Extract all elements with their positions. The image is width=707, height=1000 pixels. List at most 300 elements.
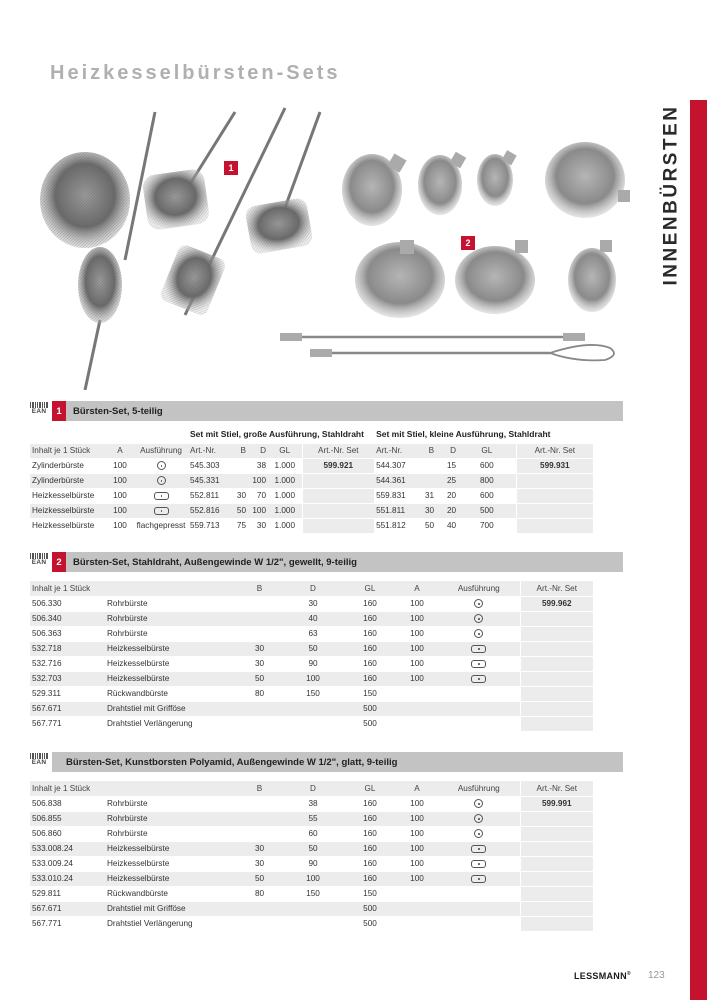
cell-gl: 150 [344, 886, 396, 901]
cell-name: Rohrbürste [105, 611, 237, 626]
cell-gl-left: 1.000 [268, 473, 302, 488]
section-2-table [30, 581, 593, 732]
cell-b-right: 31 [420, 488, 436, 503]
cell-art: 533.008.24 [30, 841, 105, 856]
cell-b [237, 596, 282, 611]
cell-art: 506.363 [30, 626, 105, 641]
cell-d: 50 [282, 641, 344, 656]
set-cell [516, 503, 593, 518]
cell-gl: 160 [344, 826, 396, 841]
cell-a: 100 [396, 841, 438, 856]
cell-gl-right: 700 [458, 518, 516, 533]
column-header-row [30, 443, 593, 458]
cell-name: Zylinderbürste [30, 458, 106, 473]
table-row [30, 488, 593, 503]
set-cell [516, 518, 593, 533]
cell-art-right: 551.812 [374, 518, 420, 533]
round-profile-icon [157, 476, 166, 485]
set-number: 599.962 [520, 596, 593, 611]
col-d-left: D [248, 443, 268, 458]
cell-gl: 500 [344, 901, 396, 916]
cell-name: Heizkesselbürste [30, 488, 106, 503]
ean-label: EAN [31, 559, 47, 566]
cell-d-left: 70 [248, 488, 268, 503]
cell-art-left: 545.331 [188, 473, 234, 488]
table-row [30, 886, 593, 901]
set-cell [520, 901, 593, 916]
cell-a: 100 [396, 671, 438, 686]
cell-gl: 160 [344, 671, 396, 686]
cell-b-left [234, 458, 248, 473]
section-1-title: Bürsten-Set, 5-teilig [73, 405, 163, 417]
cell-art-left: 552.816 [188, 503, 234, 518]
cell-name: Heizkesselbürste [105, 656, 237, 671]
set-cell [520, 686, 593, 701]
ausfuehrung-cell [438, 811, 520, 826]
col-set-left: Art.-Nr. Set [302, 443, 374, 458]
ausfuehrung-cell [134, 488, 188, 503]
cell-art-left: 552.811 [188, 488, 234, 503]
cell-a: 100 [396, 611, 438, 626]
set-number: 599.991 [520, 796, 593, 811]
cell-gl: 160 [344, 596, 396, 611]
cell-a: 100 [106, 458, 134, 473]
col-a: A [396, 581, 438, 596]
col-artnr-right: Art.-Nr. [374, 443, 420, 458]
cell-art-right: 544.361 [374, 473, 420, 488]
cell-art: 567.771 [30, 916, 105, 931]
round-profile-icon [157, 461, 166, 470]
set-cell [302, 473, 374, 488]
set-cell [520, 671, 593, 686]
photo-badge-1: 1 [224, 161, 238, 175]
cell-b [237, 826, 282, 841]
cell-b [237, 716, 282, 731]
cell-name: Rückwandbürste [105, 686, 237, 701]
cell-b [237, 626, 282, 641]
cell-gl: 500 [344, 701, 396, 716]
cell-name: Drahtstiel mit Grifföse [105, 701, 237, 716]
cell-gl: 160 [344, 811, 396, 826]
cell-gl-right: 600 [458, 488, 516, 503]
col-gl: GL [344, 781, 396, 796]
cell-art: 532.716 [30, 656, 105, 671]
cell-a: 100 [396, 796, 438, 811]
cell-art: 532.703 [30, 671, 105, 686]
col-set-right: Art.-Nr. Set [516, 443, 593, 458]
ean-label: EAN [31, 408, 47, 415]
col-ausfuehrung: Ausführung [438, 581, 520, 596]
section-2-number: 2 [52, 552, 66, 572]
cell-art: 506.340 [30, 611, 105, 626]
cell-a: 100 [396, 811, 438, 826]
col-set: Art.-Nr. Set [520, 781, 593, 796]
cell-a [396, 886, 438, 901]
cell-gl: 160 [344, 841, 396, 856]
cell-gl-left: 1.000 [268, 518, 302, 533]
rect-profile-icon [471, 675, 486, 683]
ausfuehrung-cell [438, 841, 520, 856]
ean-label: EAN [31, 759, 47, 766]
cell-b-right [420, 458, 436, 473]
cell-d-right: 25 [436, 473, 458, 488]
cell-b [237, 796, 282, 811]
set-cell [520, 886, 593, 901]
cell-art: 567.671 [30, 901, 105, 916]
cell-name: Rückwandbürste [105, 886, 237, 901]
ausfuehrung-cell [438, 596, 520, 611]
table-row [30, 871, 593, 886]
cell-a: 100 [396, 626, 438, 641]
cell-art: 506.855 [30, 811, 105, 826]
cell-d: 60 [282, 826, 344, 841]
ausfuehrung-cell [438, 886, 520, 901]
cell-d [282, 901, 344, 916]
set-cell [302, 518, 374, 533]
section-3-title: Bürsten-Set, Kunstborsten Polyamid, Außengewinde W 1/2", glatt, 9-teilig [66, 756, 398, 768]
cell-name: Rohrbürste [105, 811, 237, 826]
ausfuehrung-cell [438, 671, 520, 686]
set-cell [516, 473, 593, 488]
set-cell [520, 626, 593, 641]
cell-art-right: 551.811 [374, 503, 420, 518]
cell-name: Drahtstiel Verlängerung [105, 916, 237, 931]
ausfuehrung-cell [438, 701, 520, 716]
cell-b: 50 [237, 871, 282, 886]
round-profile-icon [474, 614, 483, 623]
cell-art: 567.771 [30, 716, 105, 731]
cell-gl: 150 [344, 686, 396, 701]
cell-art: 529.811 [30, 886, 105, 901]
cell-d: 38 [282, 796, 344, 811]
brand-logo [574, 971, 631, 981]
cell-name: Heizkesselbürste [105, 841, 237, 856]
section-2-title: Bürsten-Set, Stahldraht, Außengewinde W 1/2", gewellt, 9-teilig [73, 556, 357, 568]
table-row [30, 811, 593, 826]
group-right-title: Set mit Stiel, kleine Ausführung, Stahldraht [374, 426, 593, 443]
set-cell [520, 641, 593, 656]
cell-b: 80 [237, 886, 282, 901]
cell-gl-right: 500 [458, 503, 516, 518]
cell-name: Rohrbürste [105, 626, 237, 641]
cell-d: 150 [282, 886, 344, 901]
cell-a [396, 686, 438, 701]
set-cell [516, 488, 593, 503]
col-gl: GL [344, 581, 396, 596]
col-a: A [396, 781, 438, 796]
rect-profile-icon [471, 660, 486, 668]
table-row [30, 626, 593, 641]
table-row [30, 686, 593, 701]
cell-art: 533.010.24 [30, 871, 105, 886]
section-3-table [30, 781, 593, 932]
set-cell [302, 503, 374, 518]
ean-icon [30, 402, 48, 418]
page-number: 123 [648, 970, 665, 981]
set-cell [520, 701, 593, 716]
ausfuehrung-cell [438, 641, 520, 656]
cell-a: 100 [396, 871, 438, 886]
rect-profile-icon [471, 875, 486, 883]
cell-art-left: 545.303 [188, 458, 234, 473]
ausfuehrung-cell [438, 916, 520, 931]
ausfuehrung-cell [438, 826, 520, 841]
cell-a: 100 [396, 641, 438, 656]
cell-b-right: 30 [420, 503, 436, 518]
photo-badge-2: 2 [461, 236, 475, 250]
side-label [654, 100, 688, 290]
col-inhalt: Inhalt je 1 Stück [30, 443, 106, 458]
col-a: A [106, 443, 134, 458]
cell-b-right: 50 [420, 518, 436, 533]
cell-a: 100 [106, 488, 134, 503]
col-d: D [282, 781, 344, 796]
cell-d: 40 [282, 611, 344, 626]
col-gl-left: GL [268, 443, 302, 458]
cell-d-left: 100 [248, 473, 268, 488]
cell-b [237, 611, 282, 626]
cell-gl-right: 800 [458, 473, 516, 488]
ausfuehrung-cell [438, 686, 520, 701]
cell-art: 506.860 [30, 826, 105, 841]
section-1-number: 1 [52, 401, 66, 421]
cell-art: 567.671 [30, 701, 105, 716]
cell-name: Zylinderbürste [30, 473, 106, 488]
col-gl-right: GL [458, 443, 516, 458]
column-header-row [30, 781, 593, 796]
cell-name: Drahtstiel Verlängerung [105, 716, 237, 731]
rect-profile-icon [471, 645, 486, 653]
col-artnr-left: Art.-Nr. [188, 443, 234, 458]
table-row [30, 916, 593, 931]
cell-d-right: 20 [436, 503, 458, 518]
ausfuehrung-cell [438, 656, 520, 671]
cell-d: 63 [282, 626, 344, 641]
ausfuehrung-cell [438, 626, 520, 641]
round-profile-icon [474, 629, 483, 638]
cell-d [282, 916, 344, 931]
cell-a: 100 [396, 826, 438, 841]
cell-a [396, 716, 438, 731]
cell-b [237, 811, 282, 826]
col-b: B [237, 581, 282, 596]
cell-a: 100 [106, 503, 134, 518]
cell-d-left: 100 [248, 503, 268, 518]
section-2-header [52, 552, 623, 572]
column-header-row [30, 581, 593, 596]
table-row [30, 656, 593, 671]
col-inhalt: Inhalt je 1 Stück [30, 781, 237, 796]
cell-gl: 160 [344, 856, 396, 871]
cell-b [237, 701, 282, 716]
table-row [30, 611, 593, 626]
cell-name: Heizkesselbürste [30, 503, 106, 518]
table-row [30, 641, 593, 656]
round-profile-icon [474, 829, 483, 838]
col-ausfuehrung: Ausführung [438, 781, 520, 796]
cell-gl-right: 600 [458, 458, 516, 473]
cell-art: 533.009.24 [30, 856, 105, 871]
cell-b: 80 [237, 686, 282, 701]
col-b-left: B [234, 443, 248, 458]
cell-a [396, 916, 438, 931]
col-set: Art.-Nr. Set [520, 581, 593, 596]
ean-icon [30, 753, 48, 769]
product-photo [30, 90, 630, 390]
group-left-title: Set mit Stiel, große Ausführung, Stahldraht [188, 426, 374, 443]
cell-d-right: 15 [436, 458, 458, 473]
set-cell [520, 841, 593, 856]
cell-gl: 160 [344, 611, 396, 626]
section-1-header [52, 401, 623, 421]
col-d-right: D [436, 443, 458, 458]
cell-name: Heizkesselbürste [30, 518, 106, 533]
table-row [30, 671, 593, 686]
cell-gl: 160 [344, 871, 396, 886]
set-cell [520, 856, 593, 871]
cell-gl-left: 1.000 [268, 503, 302, 518]
cell-art: 506.838 [30, 796, 105, 811]
cell-d: 50 [282, 841, 344, 856]
table-row [30, 901, 593, 916]
side-label-text: INNENBÜRSTEN [660, 104, 682, 286]
brush-set-1-illustration [40, 108, 320, 390]
cell-a: 100 [106, 473, 134, 488]
cell-a: 100 [396, 656, 438, 671]
col-b: B [237, 781, 282, 796]
brand-name: LESSMANN [574, 971, 627, 981]
cell-b-right [420, 473, 436, 488]
cell-art: 506.330 [30, 596, 105, 611]
table-row [30, 518, 593, 533]
rect-profile-icon [471, 845, 486, 853]
section-3-header [52, 752, 623, 772]
cell-d [282, 716, 344, 731]
cell-gl: 160 [344, 641, 396, 656]
rect-profile-icon [471, 860, 486, 868]
ausfuehrung-cell [438, 716, 520, 731]
ean-icon [30, 553, 48, 569]
cell-b-left: 50 [234, 503, 248, 518]
set-cell [520, 656, 593, 671]
cell-b: 30 [237, 841, 282, 856]
col-b-right: B [420, 443, 436, 458]
set-cell [520, 826, 593, 841]
cell-d [282, 701, 344, 716]
set-cell [302, 488, 374, 503]
cell-b: 30 [237, 641, 282, 656]
cell-gl-left: 1.000 [268, 488, 302, 503]
cell-gl-left: 1.000 [268, 458, 302, 473]
cell-d: 90 [282, 656, 344, 671]
cell-b: 30 [237, 656, 282, 671]
round-profile-icon [474, 814, 483, 823]
brush-set-2-illustration [280, 142, 630, 360]
set-cell [520, 716, 593, 731]
table-row [30, 503, 593, 518]
cell-art: 532.718 [30, 641, 105, 656]
set-number-right: 599.931 [516, 458, 593, 473]
cell-d: 90 [282, 856, 344, 871]
rect-profile-icon [154, 507, 169, 515]
cell-a: 100 [106, 518, 134, 533]
cell-art-right: 544.307 [374, 458, 420, 473]
cell-d: 55 [282, 811, 344, 826]
cell-b: 30 [237, 856, 282, 871]
cell-gl: 160 [344, 626, 396, 641]
ausfuehrung-cell [438, 871, 520, 886]
table-row [30, 716, 593, 731]
table-row [30, 701, 593, 716]
cell-a [396, 901, 438, 916]
cell-art: 529.311 [30, 686, 105, 701]
cell-art-left: 559.713 [188, 518, 234, 533]
brand-mark: ® [626, 971, 631, 977]
cell-gl: 500 [344, 916, 396, 931]
set-cell [520, 871, 593, 886]
cell-b-left [234, 473, 248, 488]
cell-gl: 500 [344, 716, 396, 731]
round-profile-icon [474, 599, 483, 608]
cell-b [237, 916, 282, 931]
cell-b: 50 [237, 671, 282, 686]
cell-d: 30 [282, 596, 344, 611]
ausfuehrung-cell [438, 611, 520, 626]
cell-d-left: 30 [248, 518, 268, 533]
set-cell [520, 811, 593, 826]
cell-d: 150 [282, 686, 344, 701]
cell-art-right: 559.831 [374, 488, 420, 503]
cell-name: Heizkesselbürste [105, 671, 237, 686]
table-row [30, 458, 593, 473]
ausfuehrung-cell [134, 503, 188, 518]
set-cell [520, 916, 593, 931]
group-header-row [30, 426, 593, 443]
cell-d-right: 20 [436, 488, 458, 503]
cell-name: Heizkesselbürste [105, 641, 237, 656]
ausfuehrung-cell [134, 458, 188, 473]
page-title: Heizkesselbürsten-Sets [50, 62, 341, 84]
set-number-left: 599.921 [302, 458, 374, 473]
cell-d: 100 [282, 671, 344, 686]
cell-gl: 160 [344, 796, 396, 811]
table-row [30, 473, 593, 488]
table-row [30, 826, 593, 841]
cell-gl: 160 [344, 656, 396, 671]
cell-a: 100 [396, 856, 438, 871]
table-row [30, 796, 593, 811]
side-tab [690, 100, 707, 1000]
section-1-table [30, 426, 593, 534]
cell-name: Drahtstiel mit Grifföse [105, 901, 237, 916]
table-row [30, 841, 593, 856]
cell-a [396, 701, 438, 716]
cell-b-left: 30 [234, 488, 248, 503]
ausfuehrung-cell [438, 856, 520, 871]
cell-d-left: 38 [248, 458, 268, 473]
cell-ausfuehrung-text: flachgepresst [134, 518, 188, 533]
cell-name: Rohrbürste [105, 826, 237, 841]
cell-name: Heizkesselbürste [105, 871, 237, 886]
ausfuehrung-cell [134, 473, 188, 488]
rect-profile-icon [154, 492, 169, 500]
cell-d: 100 [282, 871, 344, 886]
ausfuehrung-cell [438, 796, 520, 811]
cell-a: 100 [396, 596, 438, 611]
cell-d-right: 40 [436, 518, 458, 533]
set-cell [520, 611, 593, 626]
table-row [30, 856, 593, 871]
